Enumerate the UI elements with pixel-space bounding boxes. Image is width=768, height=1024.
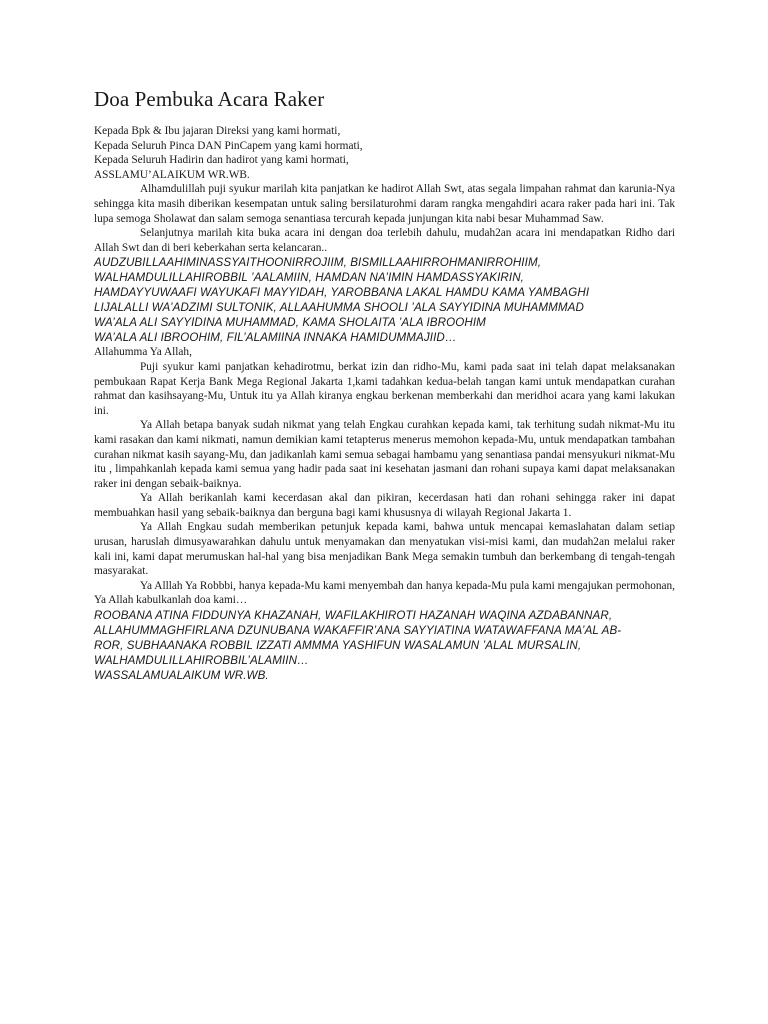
arabic-line: AUDZUBILLAAHIMINASSYAITHOONIRROJIIM, BISMILLAAHIRROHMANIRROHIIM, [94, 256, 542, 270]
greeting-line: Kepada Seluruh Pinca DAN PinCapem yang kami hormati, [94, 139, 363, 152]
arabic-closing-block [94, 608, 675, 683]
prayer-paragraph: Ya Allah betapa banyak sudah nikmat yang telah Engkau curahkan kepada kami, tak terhitung sudah nikmat-Mu itu kami rasakan dan kami nikmati, namun demikian kami tetapterus menerus memohon kepada-Mu, untuk mendapatkan tambahan curahan nikmat kasih sayang-Mu, dan jadikanlah kami semua sebagai hambamu yang senantiasa pandai mensyukuri nikmat-Mu itu , limpahkanlah kepada kami semua yang hadir pada saat ini kesehatan jasmani dan rohani supaya kami dapat melaksanakan raker ini dengan sebaik-baiknya. [94, 419, 675, 490]
arabic-line: WA’ALA ALI IBROOHIM, FIL’ALAMIINA INNAKA HAMIDUMMAJIID… [94, 331, 457, 345]
arabic-line: WALHAMDULILLAHIROBBIL ’AALAMIIN, HAMDAN NA’IMIN HAMDASSYAKIRIN, [94, 271, 524, 285]
greeting-line: Kepada Bpk & Ibu jajaran Direksi yang kami hormati, [94, 125, 341, 137]
arabic-line: HAMDAYYUWAAFI WAYUKAFI MAYYIDAH, YAROBBANA LAKAL HAMDU KAMA YAMBAGHI [94, 286, 590, 300]
invocation-line: Allahumma Ya Allah, [94, 346, 192, 359]
greeting-line: Kepada Seluruh Hadirin dan hadirot yang kami hormati, [94, 154, 349, 167]
prayer-paragraph: Ya Allah Engkau sudah memberikan petunjuk kepada kami, bahwa untuk mencapai kemaslahatan dalam setiap urusan, haruslah dimusyawarahkan dahulu untuk menyamakan dan menyatukan visi-misi kami, dan mudah2an melalui raker kali ini, kami dapat merumuskan hal-hal yang bisa menjadikan Bank Mega semakin tumbuh dan berkembang di tengah-tengah masyarakat. [94, 521, 675, 578]
document-title: Doa Pembuka Acara Raker [94, 87, 325, 111]
prayer-paragraph: Puji syukur kami panjatkan kehadirotmu, berkat izin dan ridho-Mu, kami pada saat ini telah dapat melaksanakan pembukaan Rapat Kerja Bank Mega Regional Jakarta 1,kami tadahkan kedua-belah tangan kami untuk mendapatkan curahan rahmat dan kasihsayang-Mu, Untuk itu ya Allah kiranya engkau berkenan memberkahi dan meridhoi acara yang kami lakukan ini. [94, 360, 675, 417]
document-body [94, 86, 675, 683]
arabic-line: LIJALALLI WA’ADZIMI SULTONIK, ALLAAHUMMA SHOOLI ’ALA SAYYIDINA MUHAMMMAD [94, 301, 584, 315]
arabic-line: ROOBANA ATINA FIDDUNYA KHAZANAH, WAFILAKHIROTI HAZANAH WAQINA AZDABANNAR, [94, 609, 613, 623]
prayer-paragraph: Ya Alllah Ya Robbbi, hanya kepada-Mu kami menyembah dan hanya kepada-Mu pula kami mengajukan permohonan, Ya Allah kabulkanlah doa kami… [94, 579, 675, 607]
greeting-block [94, 124, 675, 182]
opening-paragraph: Alhamdulillah puji syukur marilah kita panjatkan ke hadirot Allah Swt, atas segala limpahan rahmat dan karunia-Nya sehingga kita masih diberikan kesempatan untuk saling bersilaturohmi daram rangka mengahdiri acara raker pada hari ini. Tak lupa semoga Sholawat dan salam semoga senantiasa tercurah kepada junjungan kita nabi besar Muhammad Saw. [94, 183, 675, 225]
closing-salam-line: WASSALAMUALAIKUM WR.WB. [94, 669, 269, 683]
prayer-paragraph: Ya Allah berikanlah kami kecerdasan akal dan pikiran, kecerdasan hati dan rohani sehingga raker ini dapat membuahkan hasil yang sebaik-baiknya dan berguna bagi kami khususnya di wilayah Regional Jakarta 1. [94, 492, 675, 519]
arabic-line: ROR, SUBHAANAKA ROBBIL IZZATI AMMMA YASHIFUN WASALAMUN ’ALAL MURSALIN, [94, 639, 582, 653]
opening-paragraph: Selanjutnya marilah kita buka acara ini dengan doa terlebih dahulu, mudah2an acara ini mendapatkan Ridho dari Allah Swt dan di beri keberkahan serta kelancaran.. [94, 227, 675, 254]
salam-line: ASSLAMU’ALAIKUM WR.WB. [94, 168, 250, 181]
arabic-line: WA’ALA ALI SAYYIDINA MUHAMMAD, KAMA SHOLAITA ’ALA IBROOHIM [94, 316, 486, 330]
arabic-line: ALLAHUMMAGHFIRLANA DZUNUBANA WAKAFFIR’ANA SAYYIATINA WATAWAFFANA MA’AL AB- [94, 624, 622, 638]
arabic-opening-block [94, 255, 675, 345]
arabic-line: WALHAMDULILLAHIROBBIL’ALAMIIN… [94, 654, 309, 668]
